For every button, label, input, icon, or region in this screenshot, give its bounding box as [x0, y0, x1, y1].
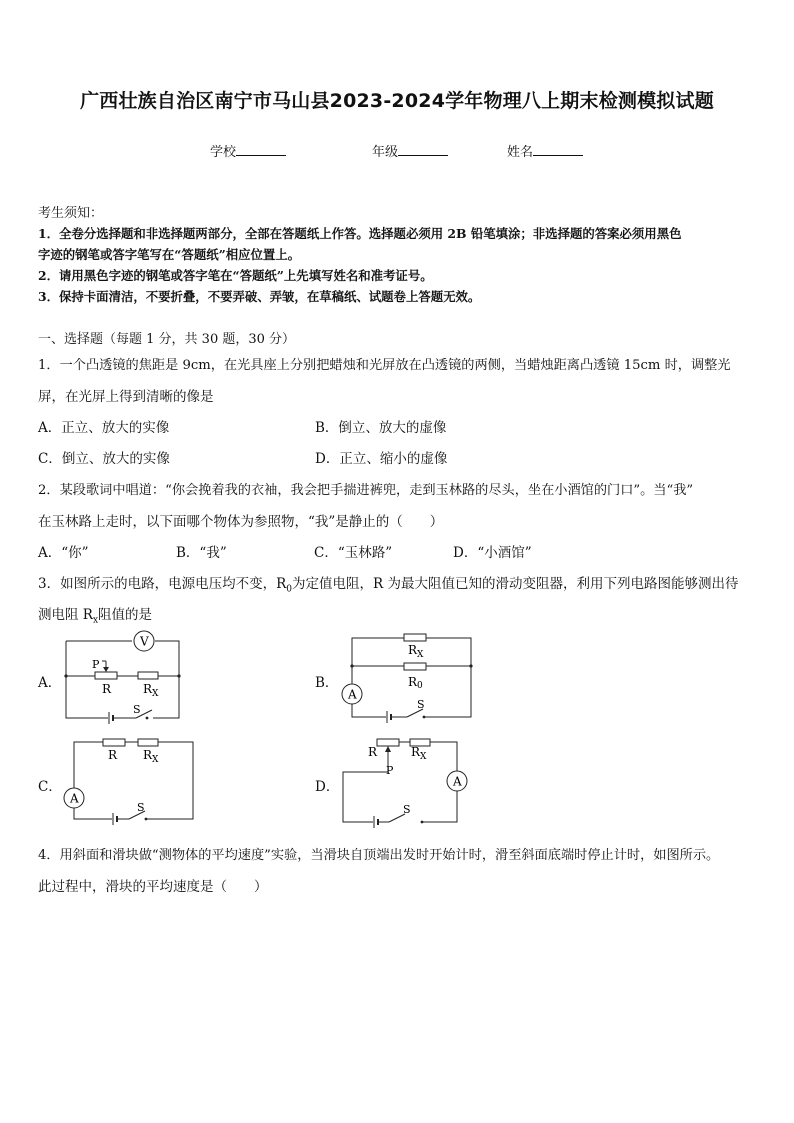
- q3-option-d-label: D．: [315, 779, 340, 795]
- switch-s-label: S: [403, 803, 411, 816]
- school-label: 学校: [210, 145, 237, 160]
- q4-stem-line-1: 4．用斜面和滑块做“测物体的平均速度”实验，当滑块自顶端出发时开始计时，滑至斜面底端时停止计时，如图所示。: [38, 848, 720, 863]
- section-heading: 一、选择题（每题 1 分，共 30 题，30 分）: [38, 332, 296, 347]
- notice-heading: 考生须知：: [38, 206, 104, 221]
- rheostat-r: [95, 672, 117, 679]
- notice-item-2: 2．请用黑色字迹的钢笔或答字笔在“答题纸”上先填写姓名和准考证号。: [38, 268, 433, 283]
- q4-stem-line-2: 此过程中，滑块的平均速度是（ ）: [38, 879, 268, 895]
- resistor-r: [103, 739, 125, 746]
- resistor-rx: [138, 739, 158, 746]
- q2-stem-line-1: 2．某段歌词中唱道：“你会挽着我的衣袖，我会把手揣进裤兜，走到玉林路的尽头，坐在小酒馆的门口”。当“我”: [38, 483, 694, 498]
- ammeter-symbol: A: [348, 687, 357, 702]
- q2-option-d: D．“小酒馆”: [453, 545, 532, 561]
- r0-label: R0: [408, 675, 423, 691]
- q3-stem-line-1: 3．如图所示的电路，电源电压均不变，$R_0$为定值电阻，R 为最大阻值已知的滑动变阻器，利用下列电路图能够测出待: [38, 576, 739, 595]
- q1-option-a: A．正立、放大的实像: [38, 420, 170, 436]
- school-field: [210, 141, 286, 160]
- r-label: R: [108, 748, 118, 762]
- q3-option-b-label: B．: [315, 675, 339, 691]
- resistor-rx: [404, 634, 426, 641]
- q1-option-d: D．正立、缩小的虚像: [315, 451, 448, 467]
- rx-label: $R_X$: [143, 682, 159, 699]
- grade-label: 年级: [372, 145, 399, 160]
- q2-option-b: B．“我”: [176, 545, 227, 561]
- switch-s-label: S: [417, 698, 425, 711]
- slider-p-label: P: [386, 764, 394, 777]
- rheostat-r-label: R: [102, 682, 112, 696]
- circuit-d: [335, 735, 475, 835]
- circuit-b: [338, 628, 478, 723]
- q3-option-c-label: C．: [38, 779, 62, 795]
- circuit-a: [60, 630, 190, 725]
- q1-option-c: C．倒立、放大的实像: [38, 451, 170, 467]
- name-blank: [533, 143, 583, 156]
- rx-label: $R_X$: [408, 643, 424, 660]
- notice-item-1-line-1: 1．全卷分选择题和非选择题两部分，全部在答题纸上作答。选择题必须用 2B 铅笔填涂；非选择题的答案必须用黑色: [38, 226, 682, 241]
- name-label: 姓名: [507, 145, 534, 160]
- q3-stem-line-2: 测电阻 $R_x$阻值的是: [38, 607, 153, 626]
- rheostat-r: [377, 739, 399, 746]
- q2-option-c: C．“玉林路”: [314, 545, 393, 561]
- notice-item-1-line-2: 字迹的钢笔或答字笔写在“答题纸”相应位置上。: [38, 247, 301, 262]
- slider-p-label: P: [92, 658, 100, 671]
- q2-stem-line-2: 在玉林路上走时，以下面哪个物体为参照物，“我”是静止的（ ）: [38, 514, 444, 530]
- q3-option-a-label: A．: [38, 675, 62, 691]
- grade-blank: [398, 143, 448, 156]
- page-title: 广西壮族自治区南宁市马山县2023-2024学年物理八上期末检测模拟试题: [80, 90, 714, 112]
- voltmeter-symbol: V: [140, 634, 149, 649]
- ammeter-symbol: A: [70, 791, 79, 806]
- circuit-c: [60, 736, 200, 831]
- notice-item-3: 3．保持卡面清洁，不要折叠，不要弄破、弄皱，在草稿纸、试题卷上答题无效。: [38, 289, 481, 304]
- rx-label: $R_X$: [411, 745, 427, 762]
- switch-s-label: S: [137, 801, 145, 814]
- rheostat-r-label: R: [368, 745, 378, 759]
- q1-stem-line-1: 1．一个凸透镜的焦距是 9cm，在光具座上分别把蜡烛和光屏放在凸透镜的两侧，当蜡烛距离凸透镜 15cm 时，调整光: [38, 358, 731, 373]
- school-blank: [236, 143, 286, 156]
- grade-field: [372, 141, 448, 160]
- switch-s-label: S: [133, 703, 141, 716]
- q2-option-a: A．“你”: [38, 545, 89, 561]
- rx-label: $R_X$: [143, 748, 159, 765]
- resistor-r0: [404, 663, 426, 670]
- ammeter-symbol: A: [453, 774, 462, 789]
- q1-option-b: B．倒立、放大的虚像: [315, 420, 447, 436]
- q1-stem-line-2: 屏，在光屏上得到清晰的像是: [38, 389, 214, 405]
- resistor-rx: [138, 672, 158, 679]
- name-field: [507, 141, 583, 160]
